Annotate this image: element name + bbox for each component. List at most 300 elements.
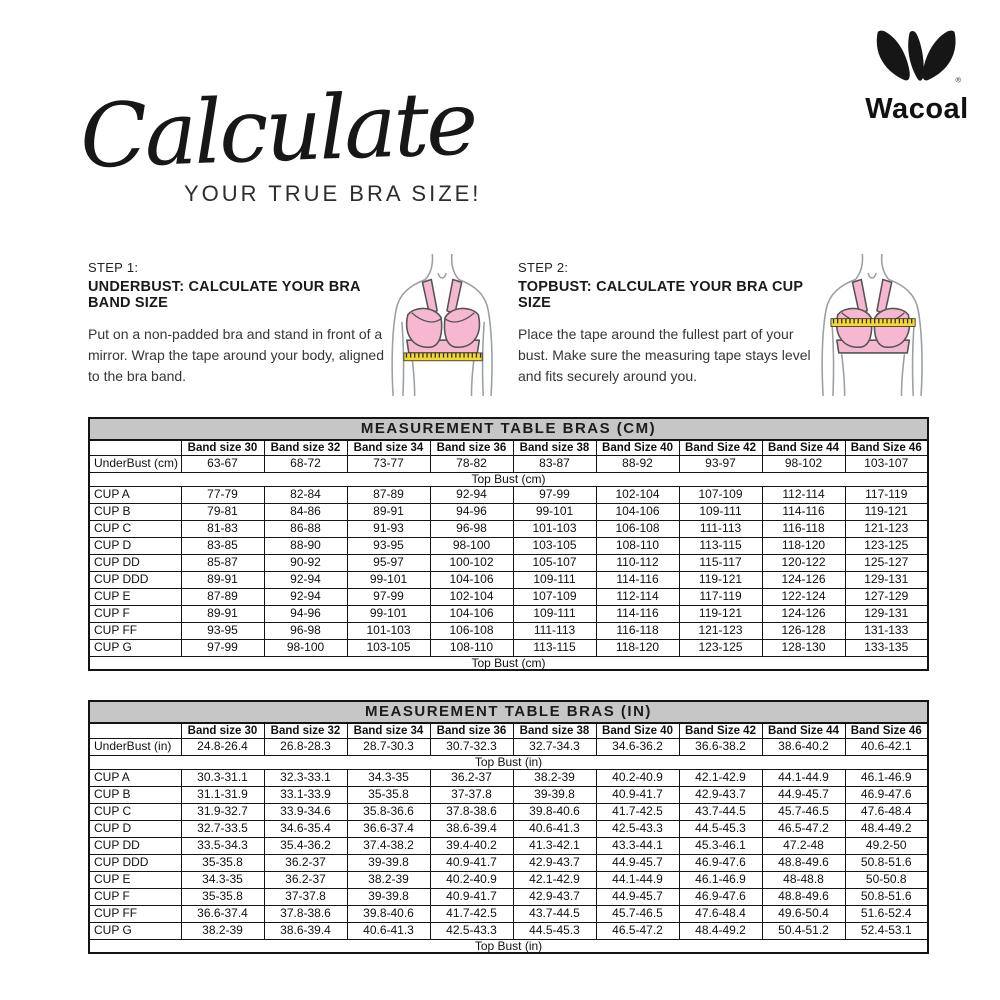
cup-label: CUP E bbox=[89, 871, 181, 888]
topbust-range-value: 112-114 bbox=[596, 588, 679, 605]
topbust-range-value: 40.2-40.9 bbox=[596, 769, 679, 786]
topbust-range-value: 41.7-42.5 bbox=[430, 905, 513, 922]
topbust-range-value: 104-106 bbox=[430, 605, 513, 622]
topbust-range-value: 133-135 bbox=[845, 639, 928, 656]
topbust-range-value: 115-117 bbox=[679, 554, 762, 571]
topbust-span-row bbox=[89, 939, 928, 953]
topbust-range-value: 46.1-46.9 bbox=[845, 769, 928, 786]
band-size-header: Band size 36 bbox=[430, 440, 513, 455]
table-row bbox=[89, 537, 928, 554]
topbust-range-value: 46.9-47.6 bbox=[679, 854, 762, 871]
topbust-range-value: 92-94 bbox=[430, 486, 513, 503]
band-size-header: Band size 30 bbox=[181, 440, 264, 455]
topbust-range-value: 97-99 bbox=[181, 639, 264, 656]
underbust-value: 38.6-40.2 bbox=[762, 738, 845, 755]
band-size-header: Band size 30 bbox=[181, 723, 264, 738]
topbust-range-value: 49.6-50.4 bbox=[762, 905, 845, 922]
topbust-range-value: 34.6-35.4 bbox=[264, 820, 347, 837]
cup-label: CUP DDD bbox=[89, 571, 181, 588]
topbust-range-value: 34.3-35 bbox=[347, 769, 430, 786]
band-size-header: Band Size 46 bbox=[845, 440, 928, 455]
topbust-range-value: 105-107 bbox=[513, 554, 596, 571]
topbust-range-value: 84-86 bbox=[264, 503, 347, 520]
topbust-range-value: 42.9-43.7 bbox=[513, 888, 596, 905]
table-row bbox=[89, 837, 928, 854]
topbust-range-value: 50.8-51.6 bbox=[845, 854, 928, 871]
topbust-range-value: 50.4-51.2 bbox=[762, 922, 845, 939]
topbust-range-value: 43.7-44.5 bbox=[513, 905, 596, 922]
band-size-header: Band size 38 bbox=[513, 440, 596, 455]
underbust-value: 63-67 bbox=[181, 455, 264, 472]
topbust-range-value: 36.6-37.4 bbox=[181, 905, 264, 922]
topbust-range-value: 126-128 bbox=[762, 622, 845, 639]
step-2 bbox=[518, 254, 936, 396]
topbust-range-value: 45.7-46.5 bbox=[762, 803, 845, 820]
topbust-range-value: 106-108 bbox=[430, 622, 513, 639]
steps-section bbox=[88, 254, 936, 396]
topbust-range-value: 131-133 bbox=[845, 622, 928, 639]
topbust-range-value: 33.1-33.9 bbox=[264, 786, 347, 803]
topbust-range-value: 101-103 bbox=[347, 622, 430, 639]
topbust-range-value: 36.2-37 bbox=[264, 854, 347, 871]
topbust-range-value: 40.9-41.7 bbox=[430, 888, 513, 905]
table-row bbox=[89, 922, 928, 939]
topbust-range-value: 35-35.8 bbox=[181, 854, 264, 871]
topbust-range-value: 94-96 bbox=[430, 503, 513, 520]
underbust-label: UnderBust (cm) bbox=[89, 455, 181, 472]
underbust-value: 78-82 bbox=[430, 455, 513, 472]
topbust-range-value: 40.9-41.7 bbox=[596, 786, 679, 803]
topbust-range-value: 104-106 bbox=[430, 571, 513, 588]
table-row bbox=[89, 803, 928, 820]
topbust-range-value: 92-94 bbox=[264, 588, 347, 605]
cup-label: CUP D bbox=[89, 820, 181, 837]
topbust-range-value: 44.5-45.3 bbox=[679, 820, 762, 837]
bra-topbust-measure-illustration bbox=[816, 254, 936, 396]
cup-label: CUP FF bbox=[89, 622, 181, 639]
topbust-range-value: 113-115 bbox=[513, 639, 596, 656]
topbust-range-value: 118-120 bbox=[596, 639, 679, 656]
topbust-range-value: 46.1-46.9 bbox=[679, 871, 762, 888]
topbust-range-value: 128-130 bbox=[762, 639, 845, 656]
topbust-range-value: 96-98 bbox=[264, 622, 347, 639]
topbust-range-value: 92-94 bbox=[264, 571, 347, 588]
topbust-range-value: 102-104 bbox=[596, 486, 679, 503]
underbust-label: UnderBust (in) bbox=[89, 738, 181, 755]
underbust-value: 32.7-34.3 bbox=[513, 738, 596, 755]
topbust-range-value: 46.5-47.2 bbox=[762, 820, 845, 837]
step-2-kicker: STEP 2: bbox=[518, 260, 569, 275]
band-size-header bbox=[89, 723, 181, 738]
topbust-range-value: 95-97 bbox=[347, 554, 430, 571]
topbust-range-value: 99-101 bbox=[347, 605, 430, 622]
topbust-range-value: 119-121 bbox=[679, 605, 762, 622]
topbust-range-value: 89-91 bbox=[181, 605, 264, 622]
underbust-value: 68-72 bbox=[264, 455, 347, 472]
table-row bbox=[89, 888, 928, 905]
cup-label: CUP F bbox=[89, 888, 181, 905]
topbust-range-value: 103-105 bbox=[347, 639, 430, 656]
topbust-range-value: 47.6-48.4 bbox=[845, 803, 928, 820]
topbust-range-value: 125-127 bbox=[845, 554, 928, 571]
topbust-range-value: 81-83 bbox=[181, 520, 264, 537]
topbust-range-value: 40.2-40.9 bbox=[430, 871, 513, 888]
topbust-range-value: 48.4-49.2 bbox=[845, 820, 928, 837]
measurement-table-cm bbox=[88, 417, 929, 671]
topbust-range-value: 113-115 bbox=[679, 537, 762, 554]
topbust-range-value: 40.9-41.7 bbox=[430, 854, 513, 871]
topbust-range-value: 40.6-41.3 bbox=[513, 820, 596, 837]
underbust-value: 26.8-28.3 bbox=[264, 738, 347, 755]
topbust-range-value: 39.8-40.6 bbox=[513, 803, 596, 820]
cup-label: CUP G bbox=[89, 922, 181, 939]
hero-subtitle: YOUR TRUE BRA SIZE! bbox=[184, 181, 482, 207]
table-row bbox=[89, 871, 928, 888]
underbust-value: 103-107 bbox=[845, 455, 928, 472]
topbust-range-value: 97-99 bbox=[347, 588, 430, 605]
topbust-range-value: 123-125 bbox=[679, 639, 762, 656]
topbust-range-value: 119-121 bbox=[679, 571, 762, 588]
topbust-range-value: 108-110 bbox=[596, 537, 679, 554]
band-size-header: Band Size 42 bbox=[679, 440, 762, 455]
table-row bbox=[89, 854, 928, 871]
topbust-range-value: 35.4-36.2 bbox=[264, 837, 347, 854]
cup-label: CUP DD bbox=[89, 554, 181, 571]
topbust-range-value: 102-104 bbox=[430, 588, 513, 605]
topbust-range-value: 50.8-51.6 bbox=[845, 888, 928, 905]
topbust-range-value: 111-113 bbox=[679, 520, 762, 537]
cup-label: CUP A bbox=[89, 769, 181, 786]
topbust-range-value: 87-89 bbox=[181, 588, 264, 605]
topbust-range-value: 47.6-48.4 bbox=[679, 905, 762, 922]
topbust-range-value: 38.2-39 bbox=[513, 769, 596, 786]
table-row bbox=[89, 503, 928, 520]
topbust-range-value: 94-96 bbox=[264, 605, 347, 622]
band-size-header: Band Size 44 bbox=[762, 723, 845, 738]
topbust-range-value: 82-84 bbox=[264, 486, 347, 503]
topbust-range-value: 35-35.8 bbox=[181, 888, 264, 905]
topbust-span-row bbox=[89, 755, 928, 769]
topbust-range-value: 44.1-44.9 bbox=[596, 871, 679, 888]
bra-underbust-measure-illustration bbox=[386, 254, 506, 396]
topbust-range-value: 116-118 bbox=[762, 520, 845, 537]
topbust-range-value: 39.4-40.2 bbox=[430, 837, 513, 854]
topbust-range-value: 37.8-38.6 bbox=[430, 803, 513, 820]
topbust-range-value: 79-81 bbox=[181, 503, 264, 520]
underbust-value: 98-102 bbox=[762, 455, 845, 472]
topbust-range-value: 42.5-43.3 bbox=[596, 820, 679, 837]
step-1 bbox=[88, 254, 506, 396]
underbust-value: 93-97 bbox=[679, 455, 762, 472]
topbust-range-value: 114-116 bbox=[596, 571, 679, 588]
cup-label: CUP DDD bbox=[89, 854, 181, 871]
topbust-range-value: 44.5-45.3 bbox=[513, 922, 596, 939]
topbust-range-value: 112-114 bbox=[762, 486, 845, 503]
topbust-range-value: 124-126 bbox=[762, 571, 845, 588]
topbust-range-value: 35.8-36.6 bbox=[347, 803, 430, 820]
measuring-tape-topbust bbox=[831, 319, 915, 327]
topbust-range-value: 98-100 bbox=[264, 639, 347, 656]
band-size-header: Band Size 40 bbox=[596, 440, 679, 455]
topbust-range-value: 39.8-40.6 bbox=[347, 905, 430, 922]
topbust-range-value: 37.4-38.2 bbox=[347, 837, 430, 854]
topbust-range-value: 119-121 bbox=[845, 503, 928, 520]
topbust-span-row bbox=[89, 472, 928, 486]
underbust-value: 36.6-38.2 bbox=[679, 738, 762, 755]
table-row bbox=[89, 769, 928, 786]
table-row bbox=[89, 588, 928, 605]
topbust-range-value: 49.2-50 bbox=[845, 837, 928, 854]
topbust-range-value: 104-106 bbox=[596, 503, 679, 520]
step-2-text bbox=[518, 254, 816, 396]
table-row bbox=[89, 639, 928, 656]
cup-label: CUP C bbox=[89, 520, 181, 537]
topbust-range-value: 88-90 bbox=[264, 537, 347, 554]
topbust-range-value: 116-118 bbox=[596, 622, 679, 639]
topbust-range-value: 48.8-49.6 bbox=[762, 888, 845, 905]
topbust-range-value: 31.9-32.7 bbox=[181, 803, 264, 820]
step-1-text bbox=[88, 254, 386, 396]
topbust-range-value: 98-100 bbox=[430, 537, 513, 554]
topbust-range-value: 51.6-52.4 bbox=[845, 905, 928, 922]
topbust-range-value: 32.3-33.1 bbox=[264, 769, 347, 786]
topbust-range-value: 38.2-39 bbox=[347, 871, 430, 888]
topbust-range-value: 39-39.8 bbox=[513, 786, 596, 803]
topbust-range-value: 48.8-49.6 bbox=[762, 854, 845, 871]
topbust-range-value: 42.1-42.9 bbox=[513, 871, 596, 888]
topbust-range-value: 36.2-37 bbox=[430, 769, 513, 786]
underbust-value: 34.6-36.2 bbox=[596, 738, 679, 755]
topbust-range-value: 44.9-45.7 bbox=[596, 888, 679, 905]
band-size-header: Band size 36 bbox=[430, 723, 513, 738]
topbust-range-value: 96-98 bbox=[430, 520, 513, 537]
topbust-range-value: 89-91 bbox=[347, 503, 430, 520]
cup-label: CUP C bbox=[89, 803, 181, 820]
table-row bbox=[89, 520, 928, 537]
cup-label: CUP G bbox=[89, 639, 181, 656]
topbust-range-value: 43.7-44.5 bbox=[679, 803, 762, 820]
topbust-range-value: 52.4-53.1 bbox=[845, 922, 928, 939]
topbust-range-value: 99-101 bbox=[513, 503, 596, 520]
topbust-range-value: 129-131 bbox=[845, 605, 928, 622]
cup-label: CUP A bbox=[89, 486, 181, 503]
topbust-range-value: 42.1-42.9 bbox=[679, 769, 762, 786]
topbust-range-value: 48-48.8 bbox=[762, 871, 845, 888]
topbust-range-value: 46.9-47.6 bbox=[679, 888, 762, 905]
topbust-range-value: 37.8-38.6 bbox=[264, 905, 347, 922]
topbust-label: Top Bust (cm) bbox=[89, 472, 928, 486]
band-size-header: Band Size 44 bbox=[762, 440, 845, 455]
topbust-range-value: 40.6-41.3 bbox=[347, 922, 430, 939]
topbust-range-value: 122-124 bbox=[762, 588, 845, 605]
topbust-range-value: 103-105 bbox=[513, 537, 596, 554]
topbust-range-value: 118-120 bbox=[762, 537, 845, 554]
band-size-header: Band Size 46 bbox=[845, 723, 928, 738]
topbust-range-value: 106-108 bbox=[596, 520, 679, 537]
topbust-range-value: 42.9-43.7 bbox=[513, 854, 596, 871]
topbust-range-value: 45.3-46.1 bbox=[679, 837, 762, 854]
topbust-range-value: 91-93 bbox=[347, 520, 430, 537]
underbust-value: 73-77 bbox=[347, 455, 430, 472]
topbust-range-value: 93-95 bbox=[347, 537, 430, 554]
topbust-range-value: 48.4-49.2 bbox=[679, 922, 762, 939]
topbust-range-value: 50-50.8 bbox=[845, 871, 928, 888]
script-title: Calculate bbox=[78, 71, 477, 188]
wacoal-wings-icon bbox=[871, 26, 963, 94]
band-size-header: Band size 38 bbox=[513, 723, 596, 738]
band-size-header: Band size 32 bbox=[264, 723, 347, 738]
topbust-range-value: 121-123 bbox=[679, 622, 762, 639]
topbust-range-value: 109-111 bbox=[513, 605, 596, 622]
topbust-range-value: 43.3-44.1 bbox=[596, 837, 679, 854]
topbust-range-value: 35-35.8 bbox=[347, 786, 430, 803]
step-1-kicker: STEP 1: bbox=[88, 260, 139, 275]
underbust-value: 83-87 bbox=[513, 455, 596, 472]
topbust-span-row bbox=[89, 656, 928, 670]
topbust-range-value: 47.2-48 bbox=[762, 837, 845, 854]
topbust-range-value: 111-113 bbox=[513, 622, 596, 639]
table-row bbox=[89, 820, 928, 837]
topbust-range-value: 117-119 bbox=[845, 486, 928, 503]
topbust-range-value: 117-119 bbox=[679, 588, 762, 605]
topbust-range-value: 124-126 bbox=[762, 605, 845, 622]
topbust-range-value: 30.3-31.1 bbox=[181, 769, 264, 786]
band-size-header: Band size 34 bbox=[347, 440, 430, 455]
topbust-range-value: 44.9-45.7 bbox=[596, 854, 679, 871]
band-size-header: Band size 34 bbox=[347, 723, 430, 738]
topbust-label: Top Bust (in) bbox=[89, 755, 928, 769]
topbust-range-value: 99-101 bbox=[347, 571, 430, 588]
band-size-header: Band size 32 bbox=[264, 440, 347, 455]
step-2-description: Place the tape around the fullest part of your bust. Make sure the measuring tape stays level and fits securely around you. bbox=[518, 326, 811, 384]
table-row bbox=[89, 486, 928, 503]
topbust-range-value: 41.3-42.1 bbox=[513, 837, 596, 854]
cup-label: CUP B bbox=[89, 786, 181, 803]
table-row bbox=[89, 571, 928, 588]
cup-label: CUP B bbox=[89, 503, 181, 520]
cup-label: CUP E bbox=[89, 588, 181, 605]
topbust-range-value: 85-87 bbox=[181, 554, 264, 571]
topbust-range-value: 33.5-34.3 bbox=[181, 837, 264, 854]
topbust-label: Top Bust (cm) bbox=[89, 656, 928, 670]
topbust-range-value: 45.7-46.5 bbox=[596, 905, 679, 922]
table-title-row bbox=[89, 701, 928, 723]
topbust-label: Top Bust (in) bbox=[89, 939, 928, 953]
topbust-range-value: 87-89 bbox=[347, 486, 430, 503]
topbust-range-value: 121-123 bbox=[845, 520, 928, 537]
topbust-range-value: 32.7-33.5 bbox=[181, 820, 264, 837]
topbust-range-value: 120-122 bbox=[762, 554, 845, 571]
topbust-range-value: 46.9-47.6 bbox=[845, 786, 928, 803]
topbust-range-value: 90-92 bbox=[264, 554, 347, 571]
band-size-header: Band Size 42 bbox=[679, 723, 762, 738]
topbust-range-value: 83-85 bbox=[181, 537, 264, 554]
cup-label: CUP F bbox=[89, 605, 181, 622]
hero-heading bbox=[78, 71, 482, 207]
topbust-range-value: 33.9-34.6 bbox=[264, 803, 347, 820]
underbust-row bbox=[89, 455, 928, 472]
table-title: MEASUREMENT TABLE BRAS (IN) bbox=[89, 701, 928, 723]
wacoal-wordmark: Wacoal bbox=[865, 93, 969, 125]
topbust-range-value: 44.9-45.7 bbox=[762, 786, 845, 803]
underbust-row bbox=[89, 738, 928, 755]
topbust-range-value: 42.9-43.7 bbox=[679, 786, 762, 803]
topbust-range-value: 31.1-31.9 bbox=[181, 786, 264, 803]
step-1-description: Put on a non-padded bra and stand in front of a mirror. Wrap the tape around your body, aligned to the bra band. bbox=[88, 326, 384, 384]
topbust-range-value: 89-91 bbox=[181, 571, 264, 588]
step-1-title: UNDERBUST: CALCULATE YOUR BRA BAND SIZE bbox=[88, 279, 361, 311]
topbust-range-value: 86-88 bbox=[264, 520, 347, 537]
band-size-header-row bbox=[89, 723, 928, 738]
topbust-range-value: 93-95 bbox=[181, 622, 264, 639]
table-row bbox=[89, 554, 928, 571]
topbust-range-value: 127-129 bbox=[845, 588, 928, 605]
table-title-row bbox=[89, 418, 928, 440]
cup-label: CUP DD bbox=[89, 837, 181, 854]
topbust-range-value: 108-110 bbox=[430, 639, 513, 656]
topbust-range-value: 38.6-39.4 bbox=[264, 922, 347, 939]
topbust-range-value: 97-99 bbox=[513, 486, 596, 503]
topbust-range-value: 101-103 bbox=[513, 520, 596, 537]
topbust-range-value: 107-109 bbox=[679, 486, 762, 503]
cup-label: CUP D bbox=[89, 537, 181, 554]
table-row bbox=[89, 905, 928, 922]
band-size-header: Band Size 40 bbox=[596, 723, 679, 738]
topbust-range-value: 39-39.8 bbox=[347, 888, 430, 905]
step-2-title: TOPBUST: CALCULATE YOUR BRA CUP SIZE bbox=[518, 279, 803, 311]
topbust-range-value: 123-125 bbox=[845, 537, 928, 554]
underbust-value: 24.8-26.4 bbox=[181, 738, 264, 755]
topbust-range-value: 38.2-39 bbox=[181, 922, 264, 939]
table-title: MEASUREMENT TABLE BRAS (CM) bbox=[89, 418, 928, 440]
topbust-range-value: 42.5-43.3 bbox=[430, 922, 513, 939]
registered-mark: ® bbox=[955, 75, 962, 85]
topbust-range-value: 37-37.8 bbox=[264, 888, 347, 905]
band-size-header-row bbox=[89, 440, 928, 455]
topbust-range-value: 114-116 bbox=[762, 503, 845, 520]
underbust-value: 30.7-32.3 bbox=[430, 738, 513, 755]
topbust-range-value: 129-131 bbox=[845, 571, 928, 588]
topbust-range-value: 41.7-42.5 bbox=[596, 803, 679, 820]
table-row bbox=[89, 622, 928, 639]
topbust-range-value: 36.2-37 bbox=[264, 871, 347, 888]
topbust-range-value: 100-102 bbox=[430, 554, 513, 571]
underbust-value: 40.6-42.1 bbox=[845, 738, 928, 755]
underbust-value: 28.7-30.3 bbox=[347, 738, 430, 755]
topbust-range-value: 109-111 bbox=[679, 503, 762, 520]
topbust-range-value: 44.1-44.9 bbox=[762, 769, 845, 786]
measuring-tape-underbust bbox=[404, 353, 482, 361]
band-size-header bbox=[89, 440, 181, 455]
topbust-range-value: 114-116 bbox=[596, 605, 679, 622]
topbust-range-value: 107-109 bbox=[513, 588, 596, 605]
wacoal-logo bbox=[856, 26, 978, 124]
topbust-range-value: 36.6-37.4 bbox=[347, 820, 430, 837]
topbust-range-value: 46.5-47.2 bbox=[596, 922, 679, 939]
topbust-range-value: 38.6-39.4 bbox=[430, 820, 513, 837]
topbust-range-value: 109-111 bbox=[513, 571, 596, 588]
topbust-range-value: 37-37.8 bbox=[430, 786, 513, 803]
topbust-range-value: 34.3-35 bbox=[181, 871, 264, 888]
topbust-range-value: 77-79 bbox=[181, 486, 264, 503]
underbust-value: 88-92 bbox=[596, 455, 679, 472]
topbust-range-value: 110-112 bbox=[596, 554, 679, 571]
topbust-range-value: 39-39.8 bbox=[347, 854, 430, 871]
measurement-table-in bbox=[88, 700, 929, 954]
table-row bbox=[89, 605, 928, 622]
cup-label: CUP FF bbox=[89, 905, 181, 922]
table-row bbox=[89, 786, 928, 803]
